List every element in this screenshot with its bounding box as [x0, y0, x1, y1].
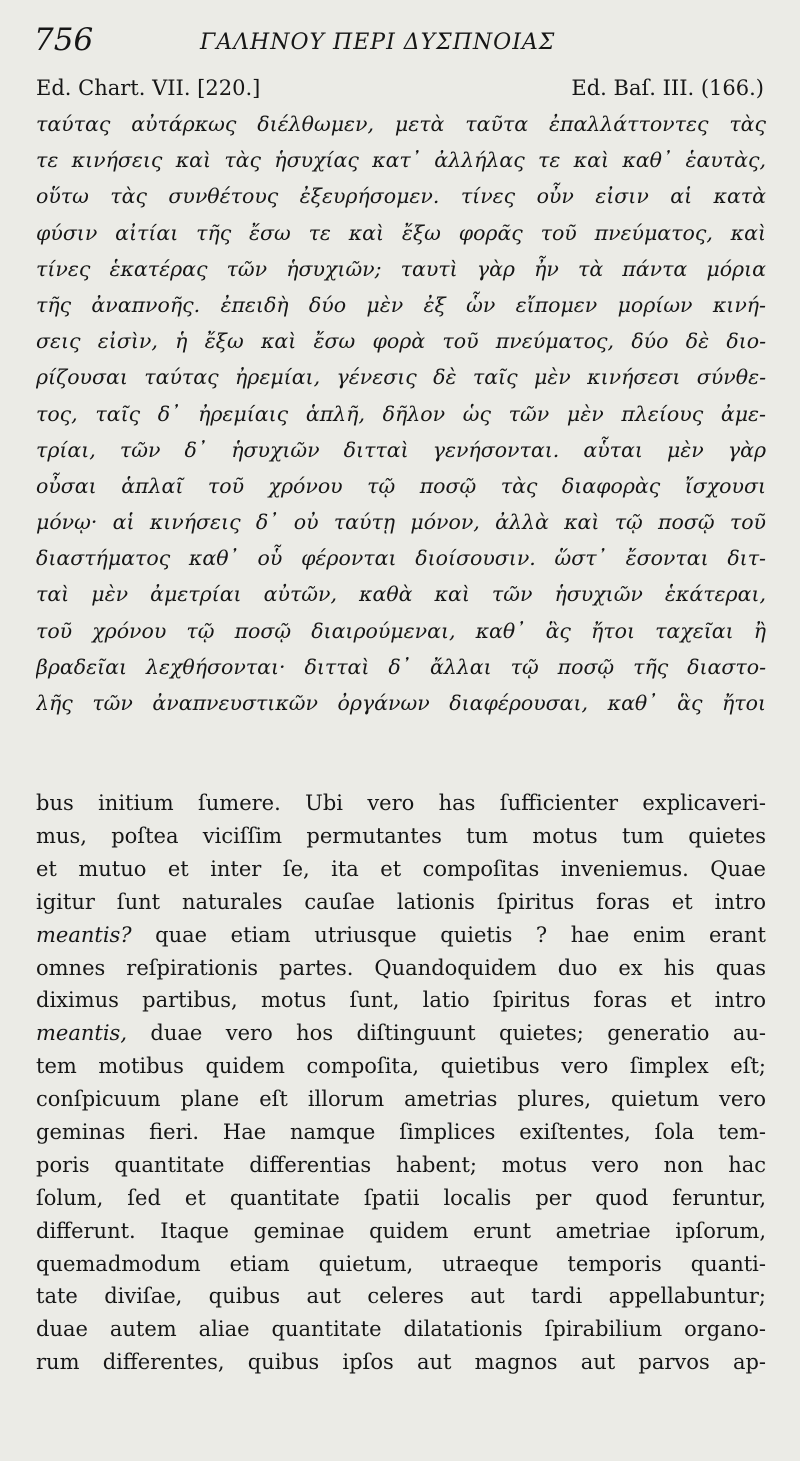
greek-line: φύσιν αἰτίαι τῆς ἔσω τε καὶ ἔξω φορᾶς τοῦ πνεύματος, καὶ — [36, 220, 766, 245]
latin-line: differunt. Itaque geminae quidem erunt ametriae ipſorum, — [36, 1218, 766, 1243]
greek-line: τε κινήσεις καὶ τὰς ἡσυχίας κατ᾽ ἀλλήλας τε καὶ καθ᾽ ἑαυτὰς, — [36, 148, 766, 173]
latin-line — [36, 1017, 766, 1050]
greek-line: σεις εἰσὶν, ἡ ἔξω καὶ ἔσω φορὰ τοῦ πνεύματος, δύο δὲ διο- — [36, 329, 766, 354]
latin-line: geminas fieri. Hae namque ſimplices exiſtentes, ſola tem- — [36, 1120, 766, 1145]
greek-line: οὖσαι ἁπλαῖ τοῦ χρόνου τῷ ποσῷ τὰς διαφορὰς ἴσχουσι — [36, 473, 766, 498]
greek-line: λῆς τῶν ἀναπνευστικῶν ὀργάνων διαφέρουσαι, καθ᾽ ἃς ἤτοι — [36, 691, 766, 715]
latin-line: ſolum, ſed et quantitate ſpatii localis per quod feruntur, — [36, 1185, 766, 1210]
latin-italic-word: meantis? — [36, 922, 132, 947]
latin-line: rum differentes, quibus ipſos aut magnos aut parvos ap- — [36, 1350, 766, 1375]
greek-line: τῆς ἀναπνοῆς. ἐπειδὴ δύο μὲν ἐξ ὧν εἴπομεν μορίων κινή- — [36, 292, 766, 317]
greek-line: ρίζουσαι ταύτας ἠρεμίαι, γένεσις δὲ ταῖς μὲν κινήσεσι σύνθε- — [36, 365, 766, 390]
greek-line: τοῦ χρόνου τῷ ποσῷ διαιρούμεναι, καθ᾽ ἃς ἤτοι ταχεῖαι ἢ — [36, 618, 766, 643]
latin-line-rest: duae vero hos diſtinguunt quietes; generatio au- — [150, 1021, 766, 1046]
edition-references — [36, 76, 764, 106]
greek-line: τρίαι, τῶν δ᾽ ἡσυχιῶν διτταὶ γενήσονται. αὗται μὲν γὰρ — [36, 437, 766, 462]
latin-line: mus, poſtea viciſſim permutantes tum motus tum quietes — [36, 824, 766, 848]
latin-line: igitur ſunt naturales cauſae lationis ſpiritus foras et intro — [36, 889, 766, 914]
latin-line: bus initium ſumere. Ubi vero has ſufficienter explicaveri- — [36, 791, 766, 815]
latin-line: et mutuo et inter ſe, ita et compoſitas inveniemus. Quae — [36, 856, 766, 881]
edition-ref-chartier: Ed. Chart. VII. [220.] — [36, 76, 261, 100]
greek-line: μόνῳ· αἱ κινήσεις δ᾽ οὐ ταύτῃ μόνον, ἀλλὰ καὶ τῷ ποσῷ τοῦ — [36, 510, 766, 535]
greek-line: ταύτας αὐτάρκως διέλθωμεν, μετὰ ταῦτα ἐπαλλάττοντες τὰς — [36, 112, 766, 136]
greek-line: οὕτω τὰς συνθέτους ἐξευρήσομεν. τίνες οὖν εἰσιν αἱ κατὰ — [36, 184, 766, 209]
edition-ref-basel: Ed. Baſ. III. (166.) — [571, 76, 764, 100]
latin-line: conſpicuum plane eſt illorum ametrias plures, quietum vero — [36, 1087, 766, 1112]
greek-line: τίνες ἑκατέρας τῶν ἡσυχιῶν; ταυτὶ γὰρ ἦν τὰ πάντα μόρια — [36, 256, 766, 281]
latin-line: tate diviſae, quibus aut celeres aut tardi appellabuntur; — [36, 1284, 766, 1309]
latin-line: omnes reſpirationis partes. Quandoquidem duo ex his quas — [36, 955, 766, 980]
greek-line: τος, ταῖς δ᾽ ἠρεμίαις ἁπλῆ, δῆλον ὡς τῶν μὲν πλείους ἀμε- — [36, 401, 766, 426]
greek-line: ταὶ μὲν ἀμετρίαι αὐτῶν, καθὰ καὶ τῶν ἡσυχιῶν ἑκάτεραι, — [36, 582, 766, 607]
page-number: 756 — [34, 22, 94, 58]
latin-line: duae autem aliae quantitate dilatationis ſpirabilium organo- — [36, 1317, 766, 1342]
latin-line: quemadmodum etiam quietum, utraeque temporis quanti- — [36, 1251, 766, 1276]
latin-line: poris quantitate differentias habent; motus vero non hac — [36, 1152, 766, 1177]
latin-line: diximus partibus, motus ſunt, latio ſpiritus foras et intro — [36, 988, 766, 1013]
latin-translation — [36, 786, 766, 1379]
latin-line-rest: quae etiam utriusque quietis ? hae enim erant — [155, 922, 766, 947]
latin-line: tem motibus quidem compoſita, quietibus vero ſimplex eſt; — [36, 1054, 766, 1079]
greek-line: διαστήματος καθ᾽ οὗ φέρονται διοίσουσιν. ὥστ᾽ ἔσονται διτ- — [36, 546, 766, 571]
greek-text — [36, 106, 766, 721]
running-title: ΓΑΛΗΝΟΥ ΠΕΡΙ ΔΥΣΠΝΟΙΑΣ — [200, 30, 556, 55]
page-header — [30, 22, 770, 66]
greek-line: βραδεῖαι λεχθήσονται· διτταὶ δ᾽ ἄλλαι τῷ ποσῷ τῆς διαστο- — [36, 654, 766, 679]
latin-line — [36, 919, 766, 952]
latin-italic-word: meantis, — [36, 1021, 127, 1046]
